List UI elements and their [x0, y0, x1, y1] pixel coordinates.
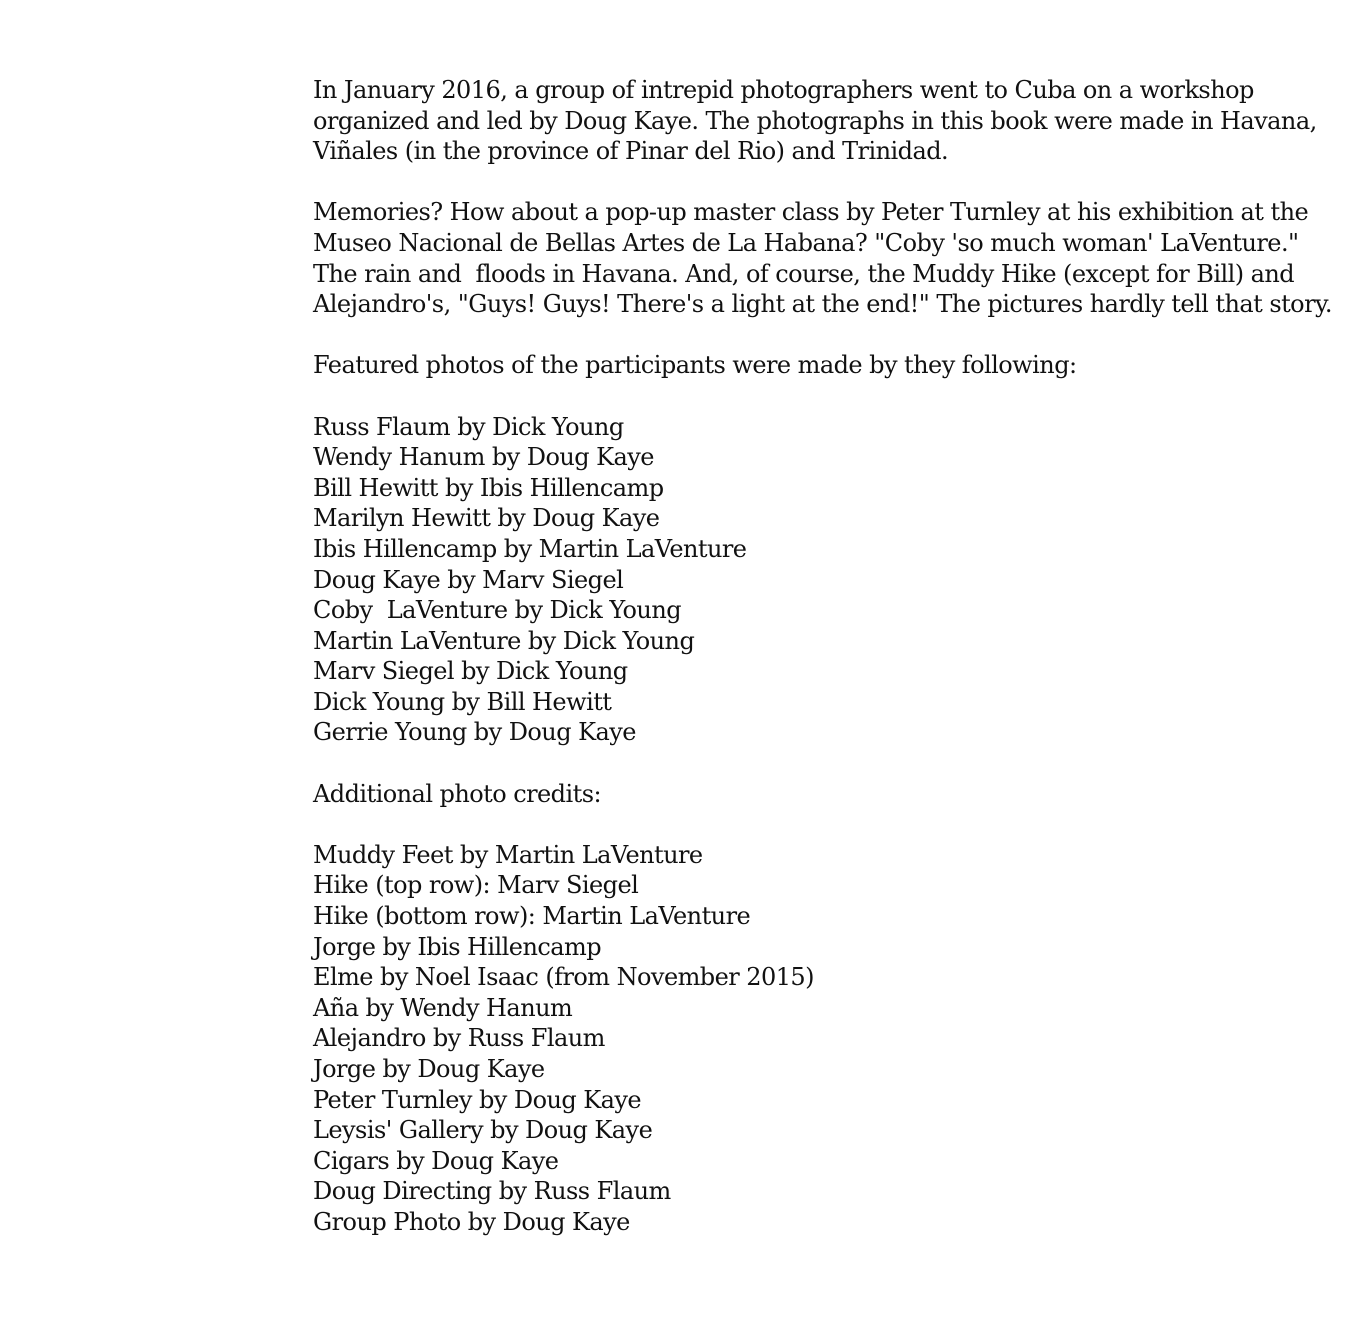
list-item: Russ Flaum by Dick Young — [313, 412, 624, 441]
intro-line: organized and led by Doug Kaye. The photographs in this book were made in Havana, — [313, 106, 1317, 135]
list-item: Dick Young by Bill Hewitt — [313, 687, 612, 716]
document-page — [313, 75, 1333, 1268]
list-item: Elme by Noel Isaac (from November 2015) — [313, 963, 814, 992]
memories-line: Alejandro's, "Guys! Guys! There's a light at the end!" The pictures hardly tell that story. — [313, 290, 1332, 319]
memories-line: The rain and floods in Havana. And, of course, the Muddy Hike (except for Bill) and — [313, 259, 1295, 288]
list-item: Coby LaVenture by Dick Young — [313, 596, 682, 625]
list-item: Wendy Hanum by Doug Kaye — [313, 443, 654, 472]
list-item: Bill Hewitt by Ibis Hillencamp — [313, 473, 664, 502]
list-item: Alejandro by Russ Flaum — [313, 1024, 605, 1053]
list-item: Marilyn Hewitt by Doug Kaye — [313, 504, 660, 533]
memories-paragraph — [313, 197, 1333, 319]
additional-heading: Additional photo credits: — [313, 779, 602, 808]
memories-line: Memories? How about a pop-up master class by Peter Turnley at his exhibition at the — [313, 198, 1309, 227]
list-item: Martin LaVenture by Dick Young — [313, 626, 695, 655]
memories-line: Museo Nacional de Bellas Artes de La Habana? "Coby 'so much woman' LaVenture." — [313, 228, 1299, 257]
list-item: Peter Turnley by Doug Kaye — [313, 1085, 642, 1114]
list-item: Jorge by Doug Kaye — [313, 1055, 545, 1083]
list-item: Jorge by Ibis Hillencamp — [313, 932, 602, 961]
intro-line: Viñales (in the province of Pinar del Rio) and Trinidad. — [313, 137, 949, 166]
list-item: Gerrie Young by Doug Kaye — [313, 718, 636, 747]
featured-credits-list — [313, 412, 1333, 749]
list-item: Ibis Hillencamp by Martin LaVenture — [313, 534, 747, 563]
list-item: Doug Directing by Russ Flaum — [313, 1177, 671, 1206]
intro-paragraph — [313, 75, 1333, 167]
list-item: Cigars by Doug Kaye — [313, 1146, 559, 1175]
list-item: Group Photo by Doug Kaye — [313, 1207, 630, 1236]
list-item: Hike (top row): Marv Siegel — [313, 871, 639, 900]
list-item: Marv Siegel by Dick Young — [313, 657, 628, 686]
list-item: Aña by Wendy Hanum — [313, 993, 573, 1022]
list-item: Hike (bottom row): Martin LaVenture — [313, 902, 751, 931]
additional-credits-list — [313, 840, 1333, 1238]
featured-heading: Featured photos of the participants were made by they following: — [313, 351, 1077, 380]
list-item: Muddy Feet by Martin LaVenture — [313, 840, 703, 869]
list-item: Doug Kaye by Marv Siegel — [313, 565, 624, 594]
list-item: Leysis' Gallery by Doug Kaye — [313, 1116, 653, 1145]
intro-line: In January 2016, a group of intrepid photographers went to Cuba on a workshop — [313, 76, 1254, 104]
